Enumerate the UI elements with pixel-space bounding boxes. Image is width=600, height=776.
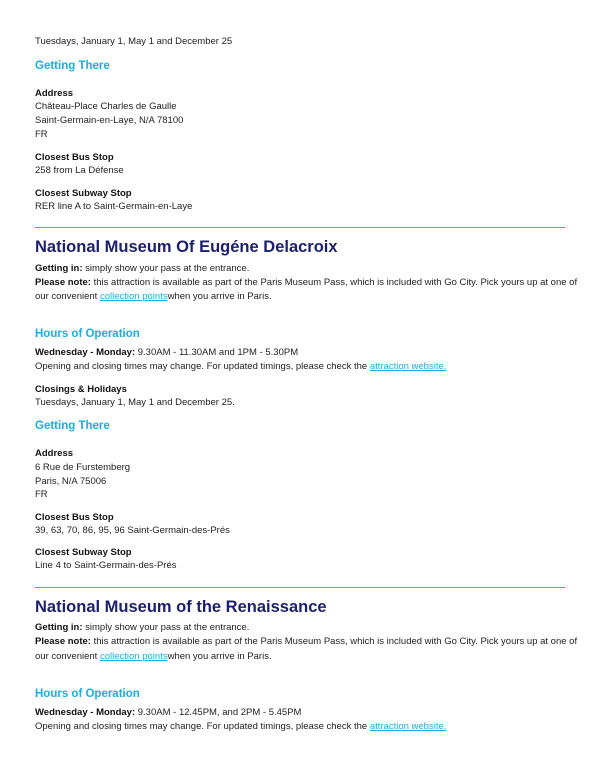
collection-points-link[interactable]: collection points <box>99 291 168 302</box>
note-text: when you arrive in Paris. <box>167 291 272 302</box>
address-label: Address <box>35 88 74 99</box>
hours <box>35 707 301 719</box>
timing-text: Opening and closing times may change. For updated timings, please check the <box>35 361 370 372</box>
please-note <box>35 277 577 289</box>
getting-in <box>35 622 249 634</box>
address-line: Paris, N/A 75006 <box>35 476 107 487</box>
section-title: National Museum of the Renaissance <box>35 598 327 616</box>
timing-text: Opening and closing times may change. For updated timings, please check the <box>35 721 370 732</box>
timing-note <box>35 361 446 373</box>
note-text: our convenient <box>35 291 100 302</box>
note-label: Please note: <box>35 636 91 647</box>
please-note-cont <box>35 651 272 663</box>
getting-in-text: simply show your pass at the entrance. <box>82 263 250 274</box>
note-text: this attraction is available as part of the Paris Museum Pass, which is included with Go City. Pick yours up at one of <box>90 636 578 647</box>
note-text: when you arrive in Paris. <box>167 651 272 662</box>
section-title: National Museum Of Eugéne Delacroix <box>35 238 338 256</box>
hours <box>35 347 298 359</box>
getting-in-label: Getting in: <box>35 263 83 274</box>
bus-label: Closest Bus Stop <box>35 512 114 523</box>
note-text: our convenient <box>35 651 100 662</box>
subway-label: Closest Subway Stop <box>35 547 132 558</box>
closings-label: Closings & Holidays <box>35 384 127 395</box>
note-text: this attraction is available as part of the Paris Museum Pass, which is included with Go City. Pick yours up at one of <box>90 277 578 288</box>
address-line: FR <box>35 129 48 140</box>
getting-in-label: Getting in: <box>35 622 83 633</box>
getting-there-heading: Getting There <box>35 60 110 72</box>
hours-label: Wednesday - Monday: <box>35 347 136 358</box>
section-divider <box>35 227 565 228</box>
attraction-website-link[interactable]: attraction website. <box>369 361 447 372</box>
timing-note <box>35 721 446 733</box>
section-divider <box>35 587 565 588</box>
note-label: Please note: <box>35 277 91 288</box>
hours-heading: Hours of Operation <box>35 688 140 700</box>
please-note-cont <box>35 291 272 303</box>
hours-text: 9.30AM - 11.30AM and 1PM - 5.30PM <box>135 347 299 358</box>
address-label: Address <box>35 448 74 459</box>
please-note <box>35 636 577 648</box>
subway-stop: Line 4 to Saint-Germain-des-Prés <box>35 560 177 571</box>
getting-there-heading: Getting There <box>35 420 110 432</box>
address-line: Saint-Germain-en-Laye, N/A 78100 <box>35 115 184 126</box>
closings-text: Tuesdays, January 1, May 1 and December 25 <box>35 36 233 47</box>
getting-in <box>35 263 249 275</box>
attraction-website-link[interactable]: attraction website. <box>369 721 447 732</box>
bus-stop: 39, 63, 70, 86, 95, 96 Saint-Germain-des-Prés <box>35 525 230 536</box>
subway-label: Closest Subway Stop <box>35 188 132 199</box>
bus-label: Closest Bus Stop <box>35 152 114 163</box>
hours-label: Wednesday - Monday: <box>35 707 136 718</box>
closings-text: Tuesdays, January 1, May 1 and December 25. <box>35 397 235 408</box>
address-line: FR <box>35 489 48 500</box>
address-line: 6 Rue de Furstemberg <box>35 462 131 473</box>
bus-stop: 258 from La Défense <box>35 165 124 176</box>
hours-text: 9.30AM - 12.45PM, and 2PM - 5.45PM <box>135 707 302 718</box>
getting-in-text: simply show your pass at the entrance. <box>82 622 250 633</box>
subway-stop: RER line A to Saint-Germain-en-Laye <box>35 201 193 212</box>
hours-heading: Hours of Operation <box>35 328 140 340</box>
address-line: Château-Place Charles de Gaulle <box>35 101 177 112</box>
collection-points-link[interactable]: collection points <box>99 651 168 662</box>
